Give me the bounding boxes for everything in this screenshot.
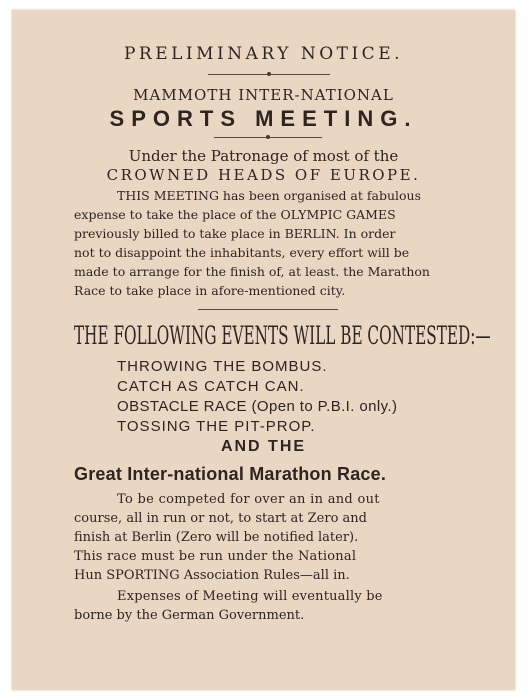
marathon-line: Hun SPORTING Association Rules—all in.	[74, 568, 350, 583]
intro-paragraph-line: THIS MEETING has been organised at fabulous	[117, 188, 422, 203]
marathon-line: finish at Berlin (Zero will be notified later).	[74, 530, 359, 545]
intro-paragraph-line: not to disappoint the inhabitants, every effort will be	[74, 245, 410, 260]
intro-paragraph-line: previously billed to take place in BERLIN. In order	[74, 226, 396, 241]
sports-meeting-title: SPORTS MEETING.	[109, 106, 418, 131]
event-item: TOSSING THE PIT-PROP.	[117, 418, 316, 435]
preliminary-notice-heading: PRELIMINARY NOTICE.	[123, 44, 404, 64]
marathon-line: course, all in run or not, to start at Zero and	[74, 511, 367, 526]
patronage-line: Under the Patronage of most of the	[128, 147, 399, 165]
ornament-dot	[266, 135, 270, 139]
mammoth-subtitle: MAMMOTH INTER-NATIONAL	[133, 86, 394, 104]
event-item: THROWING THE BOMBUS.	[117, 358, 328, 375]
event-item: CATCH AS CATCH CAN.	[117, 378, 305, 395]
marathon-title: Great Inter-national Marathon Race.	[74, 464, 387, 484]
and-the-line: AND THE	[220, 438, 307, 455]
events-heading: THE FOLLOWING EVENTS WILL BE CONTESTED:—	[74, 321, 491, 350]
event-item: OBSTACLE RACE (Open to P.B.I. only.)	[117, 398, 398, 415]
marathon-line: Expenses of Meeting will eventually be	[117, 589, 383, 604]
section-divider-rule	[198, 309, 338, 310]
intro-paragraph-line: made to arrange for the finish of, at least. the Marathon	[74, 264, 430, 279]
intro-paragraph-line: expense to take the place of the OLYMPIC GAMES	[74, 207, 396, 222]
handbill-sheet	[12, 10, 515, 690]
marathon-line: This race must be run under the National	[74, 549, 357, 564]
marathon-line: To be competed for over an in and out	[117, 492, 380, 507]
intro-paragraph-line: Race to take place in afore-mentioned city.	[74, 283, 346, 298]
ornament-dot	[267, 72, 271, 76]
crowned-heads-line: CROWNED HEADS OF EUROPE.	[106, 166, 421, 184]
marathon-line: borne by the German Government.	[74, 608, 305, 623]
